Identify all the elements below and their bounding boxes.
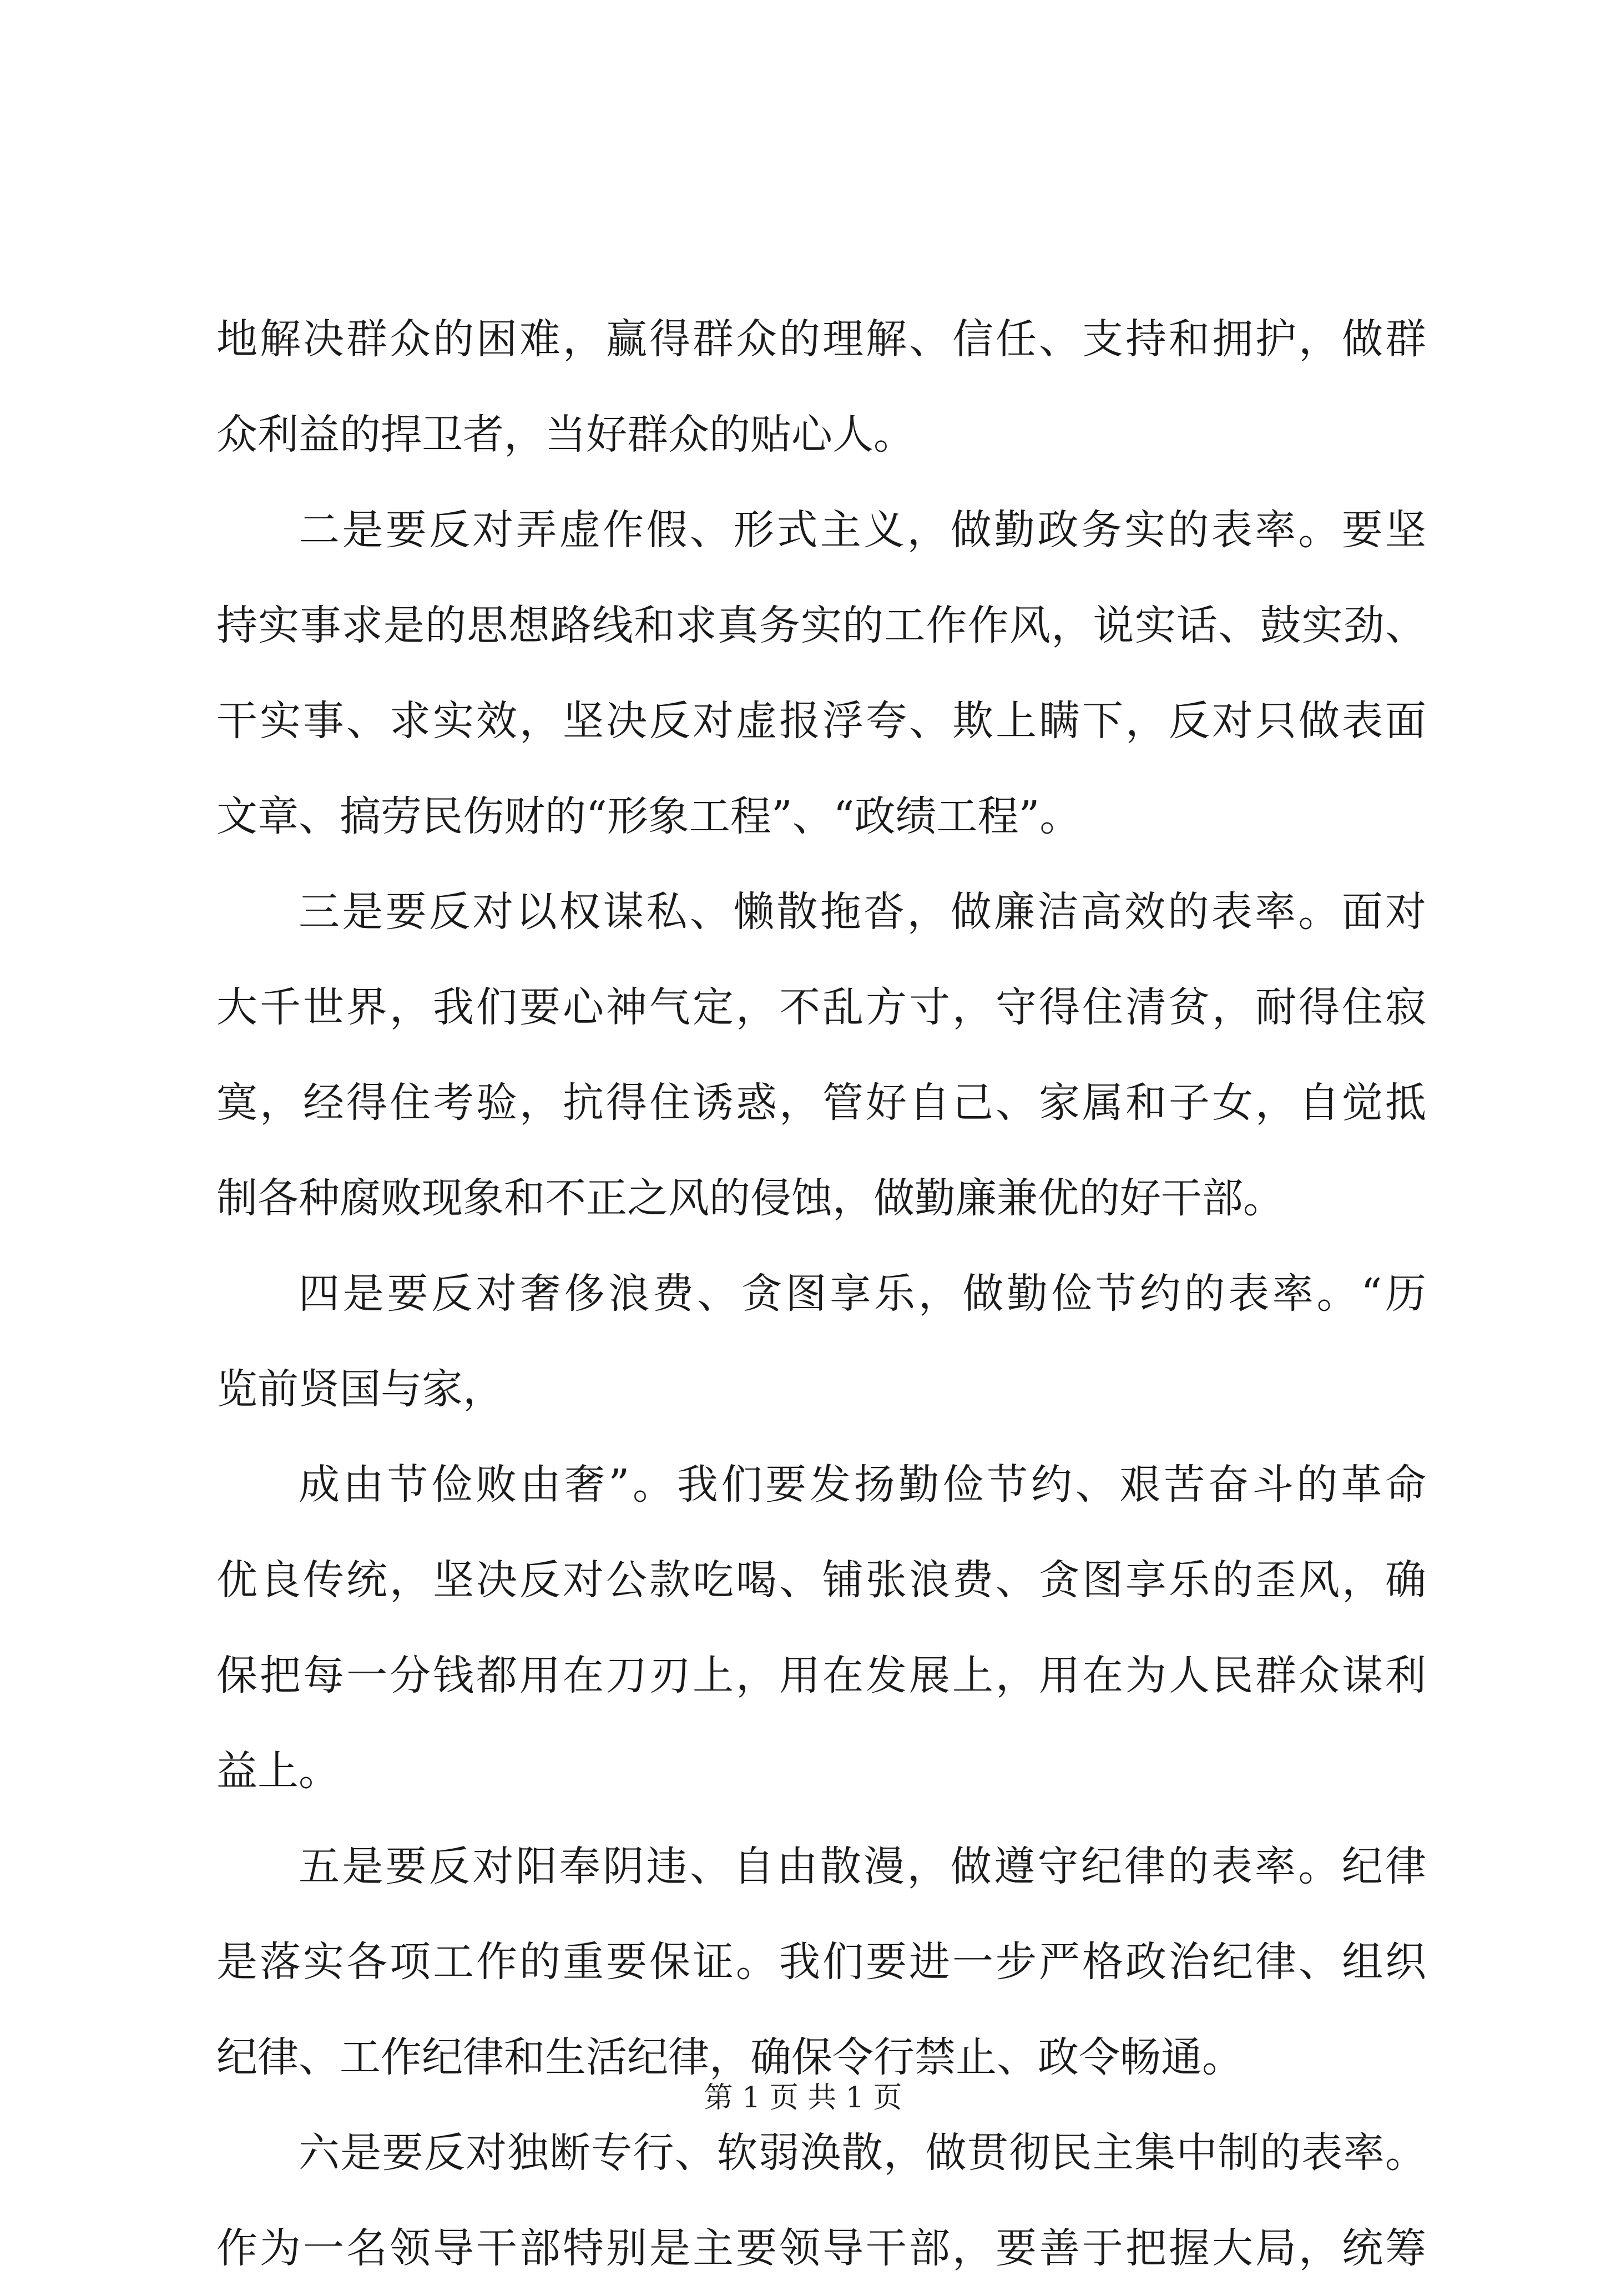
text-line: 众利益的捍卫者，当好群众的贴心人。 <box>216 411 915 458</box>
text-line: 是落实各项工作的重要保证。我们要进一步严格政治纪律、组织 <box>216 1938 1426 1986</box>
text-line: 持实事求是的思想路线和求真务实的工作作风，说实话、鼓实劲、 <box>216 602 1426 649</box>
text-line: 益上。 <box>216 1747 340 1795</box>
page-number-label: 第 1 页 共 1 页 <box>704 2081 902 2115</box>
page-footer <box>0 2076 1606 2120</box>
text-line: 保把每一分钱都用在刀刃上，用在发展上，用在为人民群众谋利 <box>216 1652 1426 1699</box>
text-line: 六是要反对独断专行、软弱涣散，做贯彻民主集中制的表率。 <box>299 2129 1426 2177</box>
text-line: 大千世界，我们要心神气定，不乱方寸，守得住清贫，耐得住寂 <box>216 983 1426 1031</box>
body-text <box>216 291 1426 2296</box>
text-line: 优良传统，坚决反对公款吃喝、铺张浪费、贪图享乐的歪风，确 <box>216 1556 1426 1604</box>
text-line: 五是要反对阳奉阴违、自由散漫，做遵守纪律的表率。纪律 <box>299 1843 1426 1890</box>
text-line: 二是要反对弄虚作假、形式主义，做勤政务实的表率。要坚 <box>299 506 1426 554</box>
text-line: 文章、搞劳民伤财的“形象工程”、“政绩工程”。 <box>216 793 1081 840</box>
text-line: 纪律、工作纪律和生活纪律，确保令行禁止、政令畅通。 <box>216 2033 1243 2081</box>
text-line: 三是要反对以权谋私、懒散拖沓，做廉洁高效的表率。面对 <box>299 888 1426 936</box>
text-line: 干实事、求实效，坚决反对虚报浮夸、欺上瞒下，反对只做表面 <box>216 697 1426 745</box>
text-line: 四是要反对奢侈浪费、贪图享乐，做勤俭节约的表率。“历 <box>299 1270 1426 1318</box>
text-line: 成由节俭败由奢”。我们要发扬勤俭节约、艰苦奋斗的革命 <box>299 1461 1426 1508</box>
text-line: 寞，经得住考验，抗得住诱惑，管好自己、家属和子女，自觉抵 <box>216 1079 1426 1127</box>
text-line: 地解决群众的困难，赢得群众的理解、信任、支持和拥护，做群 <box>216 315 1426 363</box>
text-line: 览前贤国与家， <box>216 1365 504 1413</box>
text-line: 制各种腐败现象和不正之风的侵蚀，做勤廉兼优的好干部。 <box>216 1174 1284 1222</box>
text-line: 作为一名领导干部特别是主要领导干部，要善于把握大局，统筹 <box>216 2224 1426 2272</box>
